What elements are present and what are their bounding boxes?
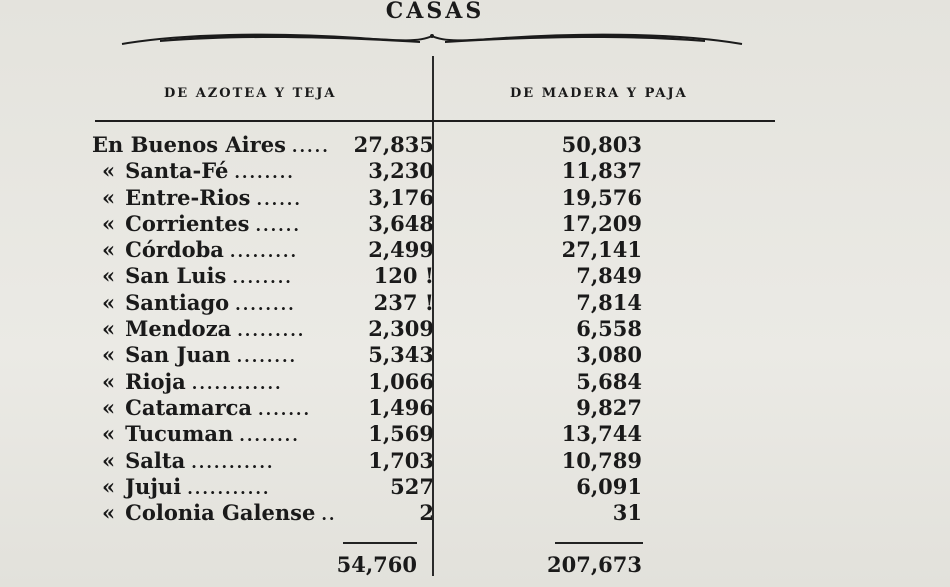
region-name (92, 421, 300, 449)
total-azotea-teja: 54,760 (336, 552, 417, 577)
table-row (0, 185, 950, 211)
table-row (0, 448, 950, 474)
region-label: Entre-Rios (125, 184, 251, 210)
value-madera-paja: 7,849 (576, 263, 642, 289)
dot-leader: ........ (236, 347, 298, 367)
region-name (92, 211, 301, 239)
dot-leader: .. (321, 505, 337, 525)
value-madera-paja: 9,827 (576, 394, 642, 420)
ditto-mark: « (102, 210, 116, 236)
region-name (92, 342, 297, 370)
table-row (0, 290, 950, 316)
table-body (0, 132, 950, 526)
region-label: San Juan (125, 342, 231, 368)
value-azotea-teja: 1,703 (368, 447, 434, 473)
region-label: Santa-Fé (125, 158, 229, 184)
ditto-mark: « (102, 316, 116, 342)
column-header-madera-paja: DE MADERA Y PAJA (510, 86, 688, 101)
value-madera-paja: 27,141 (561, 237, 642, 263)
dot-leader: ........... (191, 452, 275, 472)
value-madera-paja: 11,837 (561, 158, 642, 184)
value-azotea-teja: 5,343 (368, 342, 434, 368)
region-name (92, 369, 283, 397)
sum-rule-left (343, 542, 417, 544)
region-name (92, 158, 295, 186)
table-row (0, 395, 950, 421)
ornamental-swash-divider (120, 28, 745, 58)
value-azotea-teja: 120 ! (373, 263, 434, 289)
value-madera-paja: 5,684 (576, 368, 642, 394)
region-name (92, 500, 336, 528)
region-label: Tucuman (125, 421, 234, 447)
region-label: Corrientes (125, 210, 250, 236)
region-label: Catamarca (125, 394, 253, 420)
dot-leader: ........ (239, 426, 300, 446)
ditto-mark: « (102, 342, 116, 368)
region-label: Jujui (125, 473, 182, 499)
value-azotea-teja: 3,648 (368, 210, 434, 236)
value-azotea-teja: 3,176 (368, 184, 434, 210)
region-name (92, 185, 302, 213)
region-name (92, 474, 270, 502)
table-row (0, 132, 950, 158)
value-madera-paja: 17,209 (561, 210, 642, 236)
value-azotea-teja: 1,496 (368, 394, 434, 420)
dot-leader: ........ (232, 268, 293, 288)
dot-leader: ..... (291, 137, 330, 156)
dot-leader: ........ (234, 163, 295, 183)
ditto-mark: « (102, 289, 116, 315)
value-azotea-teja: 527 (390, 473, 434, 499)
value-azotea-teja: 2,499 (368, 237, 434, 263)
value-azotea-teja: 27,835 (353, 132, 434, 157)
ditto-mark: « (102, 473, 116, 499)
dot-leader: ............ (191, 373, 283, 393)
value-azotea-teja: 2,309 (368, 316, 434, 342)
header-rule (95, 120, 775, 122)
ditto-mark: « (102, 184, 116, 210)
value-madera-paja: 6,558 (576, 316, 642, 342)
region-label: Córdoba (125, 237, 224, 263)
ditto-mark: « (102, 237, 116, 263)
total-madera-paja: 207,673 (547, 552, 642, 577)
region-label: Santiago (125, 289, 230, 315)
table-row (0, 342, 950, 368)
region-name (92, 132, 330, 160)
value-madera-paja: 31 (612, 500, 642, 526)
region-name (92, 263, 293, 291)
region-name (92, 316, 305, 344)
table-row (0, 421, 950, 447)
table-row (0, 474, 950, 500)
region-name (92, 395, 311, 423)
ditto-mark: « (102, 158, 116, 184)
value-azotea-teja: 3,230 (368, 158, 434, 184)
region-label: San Luis (125, 263, 227, 289)
value-madera-paja: 7,814 (576, 289, 642, 315)
ditto-mark: « (102, 263, 116, 289)
column-header-azotea-teja: DE AZOTEA Y TEJA (164, 86, 337, 101)
region-label: Salta (125, 447, 186, 473)
dot-leader: ...... (255, 215, 301, 235)
table-row (0, 316, 950, 342)
value-madera-paja: 10,789 (561, 447, 642, 473)
ditto-mark: « (102, 394, 116, 420)
dot-leader: ........... (187, 478, 271, 498)
table-row (0, 211, 950, 237)
value-azotea-teja: 1,569 (368, 421, 434, 447)
region-label: Mendoza (125, 316, 232, 342)
value-madera-paja: 50,803 (561, 132, 642, 157)
sum-rule-right (555, 542, 643, 544)
region-name (92, 448, 274, 476)
region-label: Colonia Galense (125, 500, 316, 526)
value-azotea-teja: 1,066 (368, 368, 434, 394)
table-row (0, 158, 950, 184)
dot-leader: ......... (237, 321, 306, 341)
table-row (0, 500, 950, 526)
table-row (0, 263, 950, 289)
value-madera-paja: 6,091 (576, 473, 642, 499)
table-row (0, 237, 950, 263)
table-title: CASAS (385, 0, 485, 24)
dot-leader: ....... (258, 399, 312, 419)
region-label: Rioja (125, 368, 186, 394)
value-madera-paja: 3,080 (576, 342, 642, 368)
region-label: En Buenos Aires (92, 132, 286, 157)
value-madera-paja: 13,744 (561, 421, 642, 447)
ditto-mark: « (102, 447, 116, 473)
ditto-mark: « (102, 500, 116, 526)
ditto-mark: « (102, 421, 116, 447)
region-name (92, 290, 296, 318)
value-madera-paja: 19,576 (561, 184, 642, 210)
dot-leader: ......... (229, 242, 299, 262)
region-name (92, 237, 298, 265)
table-row (0, 369, 950, 395)
dot-leader: ...... (256, 189, 302, 209)
value-azotea-teja: 2 (419, 500, 434, 526)
dot-leader: ........ (235, 294, 296, 314)
ditto-mark: « (102, 368, 116, 394)
value-azotea-teja: 237 ! (373, 289, 434, 315)
